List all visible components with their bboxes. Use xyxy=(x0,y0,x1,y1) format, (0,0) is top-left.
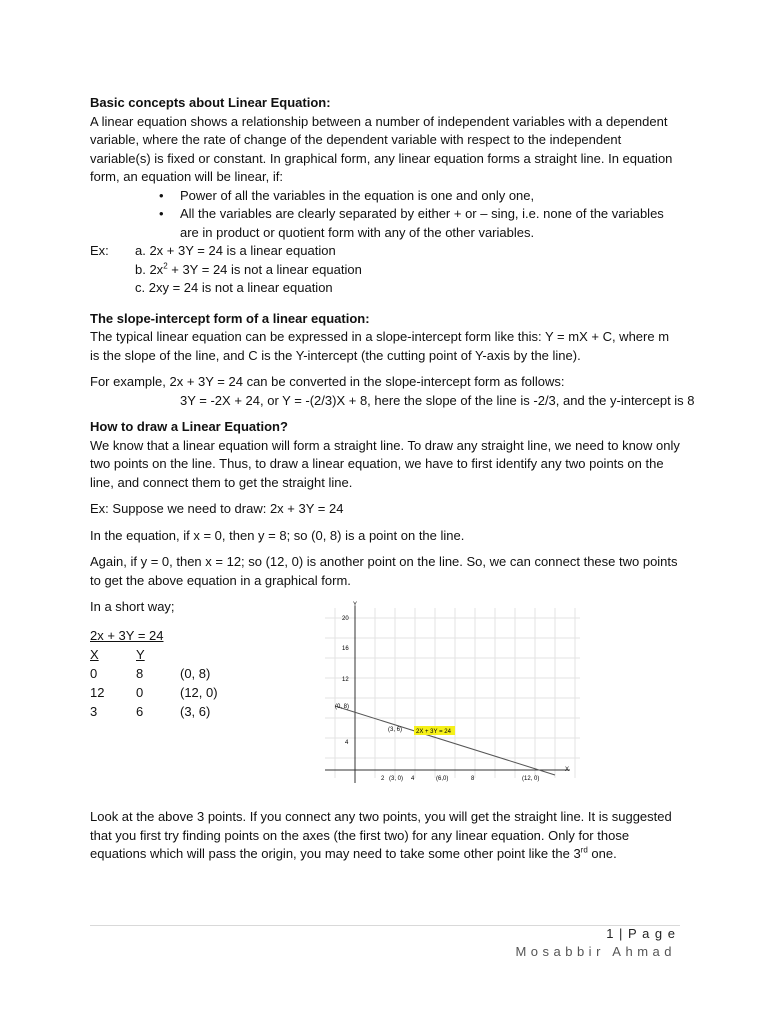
footer-author: Mosabbir Ahmad xyxy=(515,944,676,959)
paragraph-example-draw: Ex: Suppose we need to draw: 2x + 3Y = 24 xyxy=(90,501,344,516)
x-axis-label: X xyxy=(565,767,570,773)
footer-divider xyxy=(90,925,680,926)
short-way-label: In a short way; xyxy=(90,599,175,614)
x-tick: 8 xyxy=(471,776,475,782)
heading-basic-concepts: Basic concepts about Linear Equation: xyxy=(90,95,331,110)
table-row: 12 0 (12, 0) xyxy=(90,685,218,700)
paragraph-first-point: In the equation, if x = 0, then y = 8; so (0, 8) is a point on the line. xyxy=(90,527,465,543)
table-equation: 2x + 3Y = 24 xyxy=(90,628,164,643)
bullet-list xyxy=(90,187,680,243)
points-table xyxy=(90,598,290,722)
x-tick: 4 xyxy=(411,776,415,782)
paragraph-conversion-result: 3Y = -2X + 24, or Y = -(2/3)X + 8, here the slope of the line is -2/3, and the y-intercept is 8 xyxy=(180,392,695,408)
y-tick: 4 xyxy=(345,740,349,746)
table-row: 3 6 (3, 6) xyxy=(90,704,211,719)
y-tick: 12 xyxy=(342,677,349,683)
example-b: b. $2x^2 + 3Y = 24$ is not a linear equation xyxy=(135,261,362,277)
paragraph-linear-definition: A linear equation shows a relationship between a number of independent variables with a dependent variable, where the rate of change of the dependent variable with respect to the independent variable(s) is fixed or constant. In graphical form, any linear equation forms a straight line. In equation form, an equation will be linear, if: xyxy=(90,113,673,184)
document-body xyxy=(90,94,695,864)
heading-slope-intercept: The slope-intercept form of a linear equation: xyxy=(90,310,370,326)
point-label: (12, 0) xyxy=(522,776,540,782)
bullet-item: • All the variables are clearly separated by either + or – sing, i.e. none of the variables are in product or quotient form with any of the other variables. xyxy=(90,205,680,242)
column-y-header: Y xyxy=(136,647,145,662)
point-label: (3, 6) xyxy=(388,727,403,733)
equation-line xyxy=(335,706,555,775)
line-graph xyxy=(325,598,585,788)
y-axis-label: Y xyxy=(353,602,358,608)
example-c-row xyxy=(90,279,680,298)
paragraph-conclusion: Look at the above 3 points. If you connect any two points, you will get the straight line. It is suggested that you first try finding points on the axes (the first two) for any linear equation. Only for those equations which will pass the origin, you may need to take some other point like the 3rd one. xyxy=(90,809,672,861)
x-tick: 2 xyxy=(381,776,385,782)
paragraph-second-point: Again, if y = 0, then x = 12; so (12, 0) is another point on the line. So, we can connect these two points to get the above equation in a graphical form. xyxy=(90,554,678,588)
bullet-item: • Power of all the variables in the equation is one and only one, xyxy=(90,187,680,206)
point-label: (3, 0) xyxy=(389,776,404,782)
y-tick: 16 xyxy=(342,646,349,652)
example-b-row xyxy=(90,261,680,280)
point-label: (0, 8) xyxy=(335,704,350,710)
column-x-header: X xyxy=(90,647,99,662)
paragraph-slope-intercept: The typical linear equation can be expressed in a slope-intercept form like this: Y = mX + C, where m is the slope of the line, and C is the Y-intercept (the cutting point of Y-axis by the line). xyxy=(90,329,670,363)
ex-label: Ex: xyxy=(90,243,109,258)
equation-label: 2X + 3Y = 24 xyxy=(416,729,451,735)
footer-page-number: 1 | P a g e xyxy=(606,926,676,941)
paragraph-example-conversion: For example, 2x + 3Y = 24 can be converted in the slope-intercept form as follows: xyxy=(90,374,565,389)
example-a: a. 2x + 3Y = 24 is a linear equation xyxy=(135,243,336,258)
example-c: c. 2xy = 24 is not a linear equation xyxy=(135,280,333,295)
paragraph-two-points: We know that a linear equation will form a straight line. To draw any straight line, we need to know only two points on the line. Thus, to draw a linear equation, we have to first identify any two points on the line, and connect them to get the straight line. xyxy=(90,437,680,490)
y-tick: 20 xyxy=(342,616,349,622)
point-label: (6,0) xyxy=(436,776,449,782)
heading-how-to-draw: How to draw a Linear Equation? xyxy=(90,419,288,434)
table-row: 0 8 (0, 8) xyxy=(90,666,211,681)
example-a-row xyxy=(90,242,680,261)
grid xyxy=(325,608,580,778)
table-and-graph xyxy=(90,598,680,808)
